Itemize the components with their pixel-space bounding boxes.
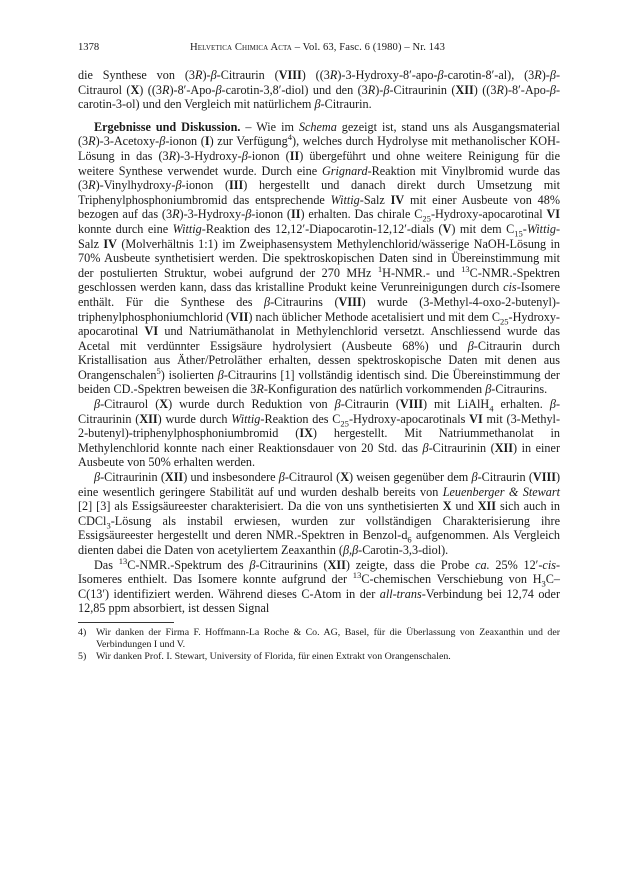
footnote-5 — [78, 651, 560, 663]
paragraph-results-3: β-Citraurinin (XII) und insbesondere β-Citraurol (X) weisen gegenüber dem β-Citraurin (VIII) eine wesentlich geringere Stabilität auf und wurden deshalb bereits von Leuenberger & Stewart [2] [3] als Essigsäureester charakterisiert. Da die von uns synthetisierten X und XII sich auch in CDCl$_3$-Lösung als instabil erwiesen, wurden zur vollständigen Charakterisierung ihre Essigsäureester hergestellt und deren NMR.-Spektren in Benzol-$d_6$ aufgenommen. Als Vergleich dienten dabei die Daten von acetyliertem Zeaxanthin (β,β-Carotin-3,3-diol). — [78, 470, 561, 557]
footnotes — [78, 627, 560, 662]
footnote-number: 4) — [78, 626, 87, 638]
footnote-divider — [78, 622, 174, 623]
paragraph-results-4: Das $^{13}$C-NMR.-Spektrum des β-Citraurinins (XII) zeigte, dass die Probe ca. 25% 12′-cis-Isomeres enthielt. Das Isomere konnte aufgrund der $^{13}$C-chemischen Verschiebung von $H_3C-C(13')$ identifiziert werden. Während dieses C-Atom in der all-trans-Verbindung bei 12,74 oder 12,85 ppm absorbiert, ist dessen Signal — [78, 555, 561, 616]
paragraph-results-2: β-Citraurol (X) wurde durch Reduktion von β-Citraurin (VIII) mit LiAlH$_4$ erhalten. β-Citraurinin (XII) wurde durch Wittig-Reaktion des $C_{25}-Hydroxy$-apocarotinals VI mit (3-Methyl-2-butenyl)-triphenylphosphoniumbromid (IX) hergestellt. Mit Natriummethanolat in Methylenchlorid konnte nach einer Reaktionsdauer von 20 Std. das β-Citraurinin (XII) in einer Ausbeute von 50% erhalten werden. — [78, 397, 561, 470]
article-body — [78, 68, 560, 616]
footnote-number: 5) — [78, 650, 87, 662]
journal-name: Helvetica Chimica Acta — [190, 42, 292, 53]
footnote-text: Wir danken Prof. I. Stewart, University of Florida, für einen Extrakt von Orangenschalen. — [96, 650, 451, 662]
section-heading: Ergebnisse und Diskussion. — [94, 119, 241, 134]
page-number: 1378 — [78, 42, 100, 53]
running-header — [78, 42, 560, 58]
paragraph-intro-continued: die Synthese von (3R)-β-Citraurin (VIII) ((3R)-3-Hydroxy-8′-apo-β-carotin-8′-al), (3R)-β-Citraurol (X) ((3R)-8′-Apo-β-carotin-3,8′-diol) und den (3R)-β-Citraurinin (XII) ((3R)-8′-Apo-β-carotin-3-ol) und den Vergleich mit natürlichem β-Citraurin. — [78, 68, 561, 112]
footnote-4 — [78, 627, 560, 651]
footnote-text: Wir danken der Firma F. Hoffmann-La Roche & Co. AG, Basel, für die Überlassung von Zeaxanthin und der Verbindungen I und V. — [96, 626, 560, 650]
paragraph-results-1: Ergebnisse und Diskussion. – Wie im Schema gezeigt ist, stand uns als Ausgangsmaterial (3R)-3-Acetoxy-β-ionon (I) zur Verfügung$^4$), welches durch Hydrolyse mit methanolischer KOH-Lösung in das (3R)-3-Hydroxy-β-ionon (II) übergeführt und ohne weitere Reinigung für die weitere Synthese verwendet wurde. Durch eine Grignard-Reaktion mit Vinylbromid wurde das (3R)-Vinylhydroxy-β-ionon (III) hergestellt und danach direkt durch Umsetzung mit Triphenylphosphoniumbromid das entsprechende Wittig-Salz IV mit einer Ausbeute von 48% bezogen auf das (3R)-3-Hydroxy-β-ionon (II) erhalten. Das chirale $C_{25}-Hydroxy$-apocarotinal VI konnte durch eine Wittig-Reaktion des 12,12′-Diapocarotin-12,12′-dials (V) mit dem $C_{15}-Wittig$-Salz IV (Molverhältnis 1:1) im Zweiphasensystem Methylenchlorid/wässerige NaOH-Lösung in 70% Ausbeute synthetisiert werden. Die spektroskopischen Daten sind in Übereinstimmung mit der postulierten Struktur, wobei aufgrund der 270 MHz $^1$H-NMR.- und $^{13}$C-NMR.-Spektren geschlossen werden kann, dass das kristalline Produkt keine Verunreinigungen durch cis-Isomere enthält. Für die Synthese des β-Citraurins (VIII) wurde (3-Methyl-4-oxo-2-butenyl)-triphenylphosphoniumchlorid (VII) nach üblicher Methode acetalisiert und mit dem $C_{25}-Hydroxy$-apocarotinal VI und Natriumäthanolat in Methylenchlorid versetzt. Anschliessend wurde das Acetal mit verdünnter Essigsäure hydrolysiert (Ausbeute 68%) und β-Citraurin durch Kristallisation aus Äther/Petroläther erhalten, dessen spektroskopische Daten mit denen aus Orangenschalen$^5$) isolierten β-Citraurins [1] vollständig identisch sind. Die Übereinstimmung der beiden CD.-Spektren beweisen die 3R-Konfiguration des natürlich vorkommenden β-Citraurins. — [78, 119, 560, 397]
page — [78, 42, 560, 662]
journal-issue: – Vol. 63, Fasc. 6 (1980) – Nr. 143 — [291, 42, 445, 53]
journal-running-title — [190, 42, 445, 53]
